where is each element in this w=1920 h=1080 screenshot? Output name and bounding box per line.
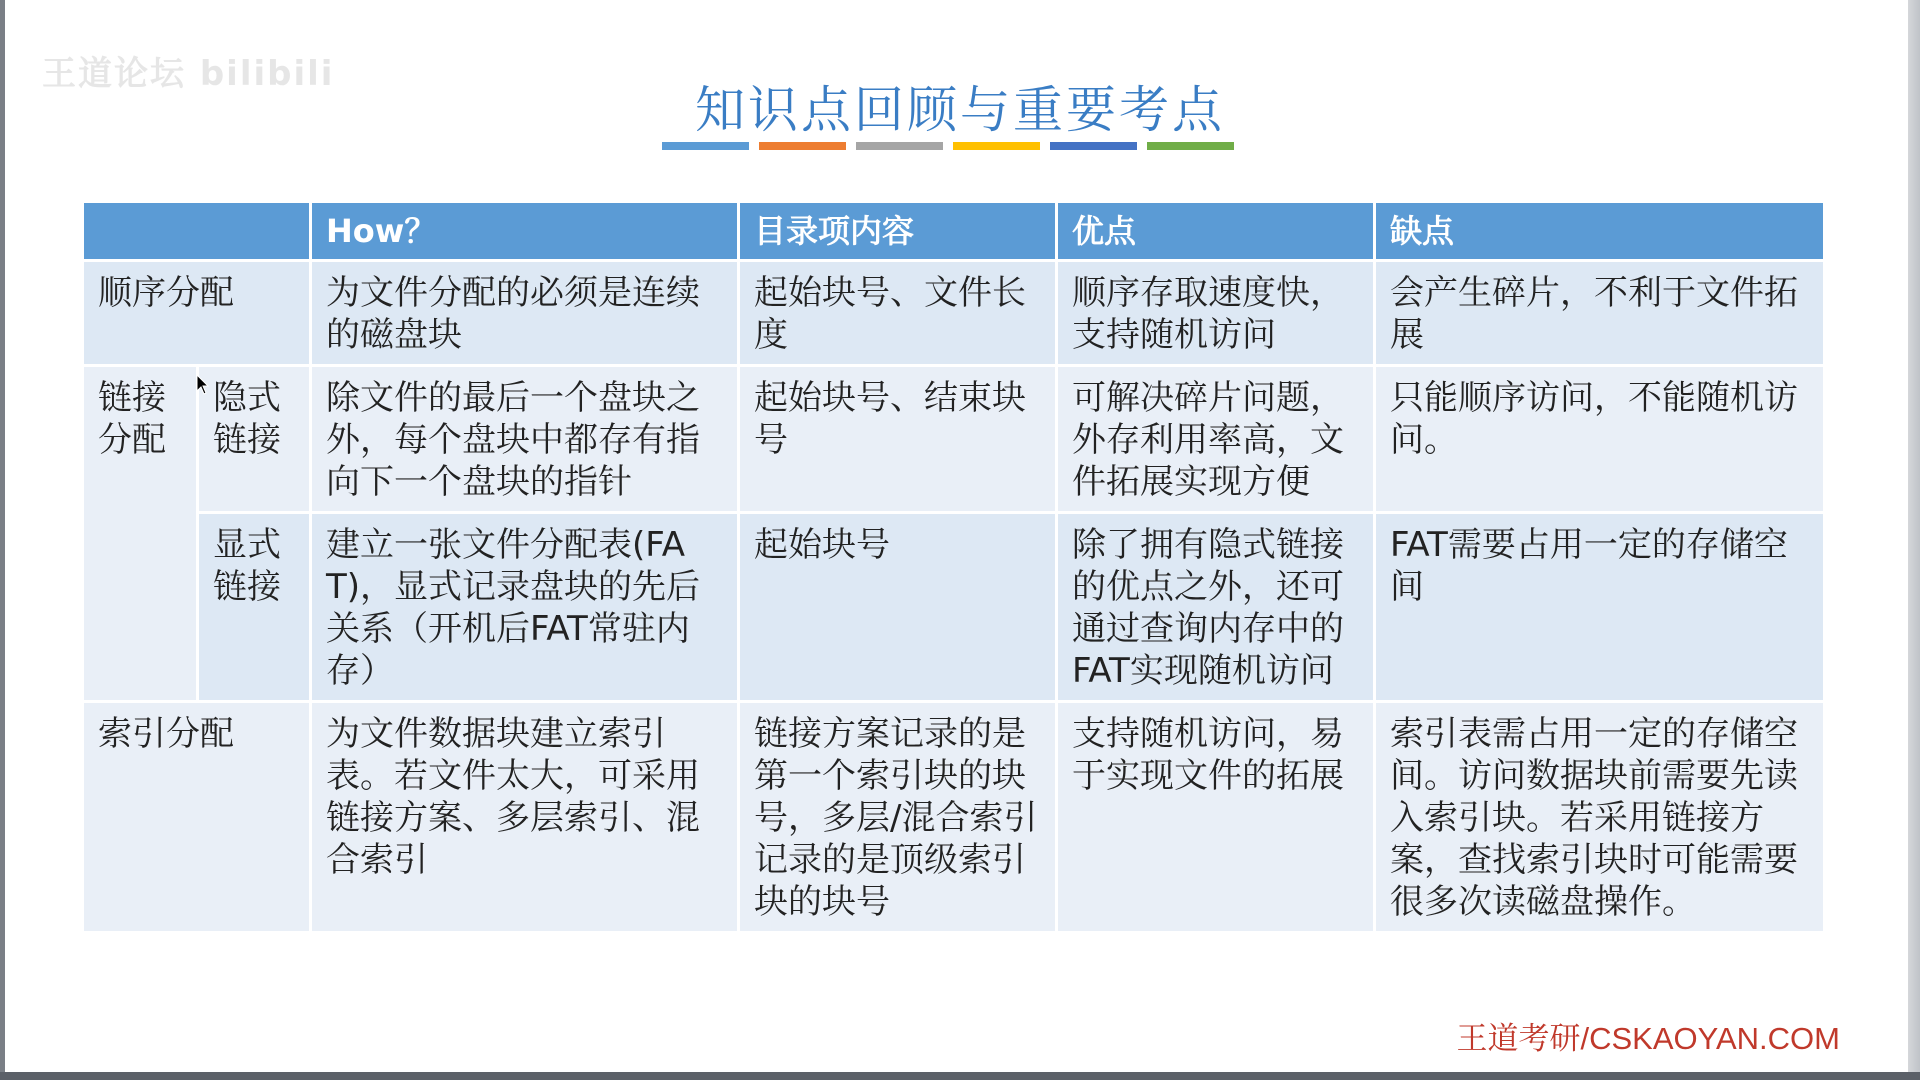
cell-pros-implicit: 可解决碎片问题，外存利用率高，文件拓展实现方便: [1057, 366, 1375, 513]
table-header-row: [83, 202, 1825, 261]
accent-bar-green: [1147, 142, 1234, 150]
watermark: 王道论坛 bilibili: [42, 54, 335, 94]
table-row-sequential: [83, 261, 1825, 366]
accent-bar-yellow: [953, 142, 1040, 150]
window-right-scrollbar[interactable]: [1908, 0, 1920, 1080]
cell-dir-indexed: 链接方案记录的是第一个索引块的块号，多层/混合索引记录的是顶级索引块的块号: [739, 702, 1057, 933]
cell-method-linked: 链接分配: [83, 366, 198, 702]
allocation-table-wrap: [81, 200, 1823, 934]
cell-cons-sequential: 会产生碎片，不利于文件拓展: [1375, 261, 1825, 366]
cell-cons-implicit: 只能顺序访问，不能随机访问。: [1375, 366, 1825, 513]
cell-how-explicit: 建立一张文件分配表(FAT)，显式记录盘块的先后关系（开机后FAT常驻内存）: [311, 513, 739, 702]
cell-method-indexed: 索引分配: [83, 702, 311, 933]
header-how: How？: [311, 202, 739, 261]
cell-method-sequential: 顺序分配: [83, 261, 311, 366]
cell-pros-indexed: 支持随机访问，易于实现文件的拓展: [1057, 702, 1375, 933]
table-row-indexed: [83, 702, 1825, 933]
table-row-explicit-link: [83, 513, 1825, 702]
cell-how-implicit: 除文件的最后一个盘块之外，每个盘块中都存有指向下一个盘块的指针: [311, 366, 739, 513]
accent-bar-orange: [759, 142, 846, 150]
window-bottom-edge: [0, 1072, 1920, 1080]
cell-dir-explicit: 起始块号: [739, 513, 1057, 702]
header-dir-entry: 目录项内容: [739, 202, 1057, 261]
cell-sub-explicit: 显式链接: [198, 513, 311, 702]
accent-bars: [662, 142, 1234, 150]
mouse-cursor-icon: [196, 374, 210, 400]
cell-cons-indexed: 索引表需占用一定的存储空间。访问数据块前需要先读入索引块。若采用链接方案，查找索引块时可能需要很多次读磁盘操作。: [1375, 702, 1825, 933]
table-row-implicit-link: [83, 366, 1825, 513]
header-pros: 优点: [1057, 202, 1375, 261]
accent-bar-blue: [662, 142, 749, 150]
header-cons: 缺点: [1375, 202, 1825, 261]
allocation-table: [81, 200, 1826, 934]
cell-dir-sequential: 起始块号、文件长度: [739, 261, 1057, 366]
cell-cons-explicit: FAT需要占用一定的存储空间: [1375, 513, 1825, 702]
cell-how-indexed: 为文件数据块建立索引表。若文件太大，可采用链接方案、多层索引、混合索引: [311, 702, 739, 933]
header-method: [83, 202, 311, 261]
cell-pros-sequential: 顺序存取速度快，支持随机访问: [1057, 261, 1375, 366]
cell-sub-implicit: 隐式链接: [198, 366, 311, 513]
slide-title: 知识点回顾与重要考点: [695, 81, 1225, 139]
accent-bar-darkblue: [1050, 142, 1137, 150]
cell-how-sequential: 为文件分配的必须是连续的磁盘块: [311, 261, 739, 366]
window-left-edge: [0, 0, 5, 1080]
cell-dir-implicit: 起始块号、结束块号: [739, 366, 1057, 513]
footer-brand: 王道考研/CSKAOYAN.COM: [1456, 1021, 1840, 1056]
accent-bar-gray: [856, 142, 943, 150]
cell-pros-explicit: 除了拥有隐式链接的优点之外，还可通过查询内存中的FAT实现随机访问: [1057, 513, 1375, 702]
